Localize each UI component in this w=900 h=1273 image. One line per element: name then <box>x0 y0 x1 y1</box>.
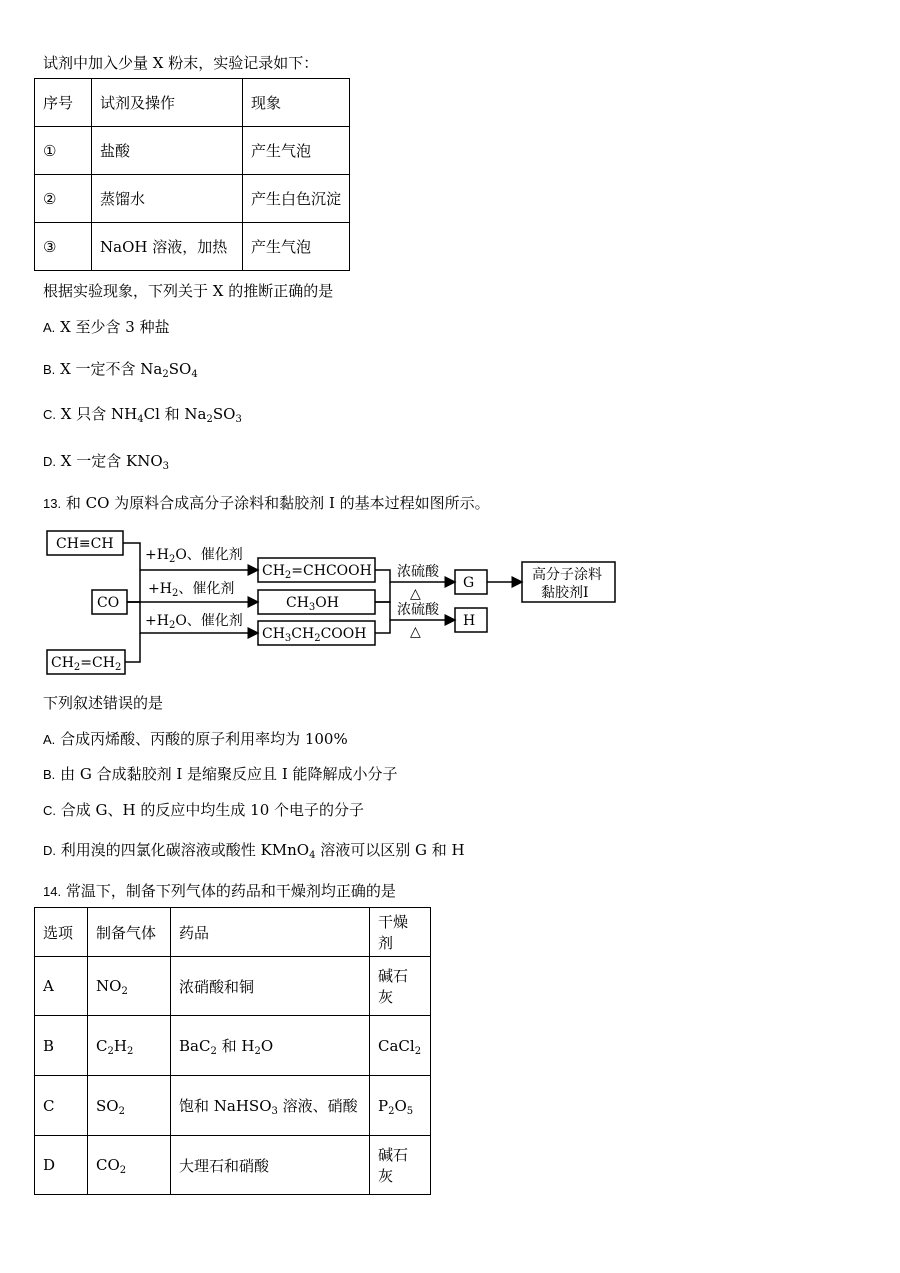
option-text: 溶液可以区别 G 和 H <box>315 841 465 859</box>
question-text: 常温下，制备下列气体的药品和干燥剂均正确的是 <box>65 882 396 900</box>
row-gas: $SO_2$ <box>88 1076 171 1136</box>
option-letter: A. <box>43 732 56 747</box>
row-option: D <box>35 1136 88 1195</box>
co-label: CO <box>97 595 120 611</box>
condition-label: $+H_2O$、催化剂 <box>145 613 243 631</box>
option-text: X 一定含 <box>60 452 126 470</box>
reagent-label: 浓硫酸 <box>397 564 439 580</box>
acrylic-acid-label: $CH_2=CHCOOH$ <box>262 563 372 581</box>
header-dryer: 干燥剂 <box>370 908 431 957</box>
option-text: X 至少含 3 种盐 <box>60 318 170 336</box>
header-op: 试剂及操作 <box>92 79 243 127</box>
option-text: 和 <box>159 405 185 423</box>
condition-label: $+H_2O$、催化剂 <box>145 547 243 565</box>
q13-option-d <box>43 839 465 860</box>
formula: KMnO$_4$ <box>260 841 316 861</box>
option-text: 利用溴的四氯化碳溶液或酸性 <box>60 841 261 859</box>
option-letter: D. <box>43 843 56 858</box>
option-text: X 只含 <box>60 405 111 423</box>
row-drug: 浓硝酸和铜 <box>171 957 370 1016</box>
h-label: H <box>463 613 476 629</box>
row-op: 蒸馏水 <box>92 175 243 223</box>
row-phen: 产生气泡 <box>243 127 350 175</box>
row-gas: $C_2H_2$ <box>88 1016 171 1076</box>
option-text: 由 G 合成黏胶剂 I 是缩聚反应且 I 能降解成小分子 <box>60 765 398 783</box>
option-letter: B. <box>43 767 56 782</box>
row-op: NaOH 溶液，加热 <box>92 223 243 271</box>
row-phen: 产生气泡 <box>243 223 350 271</box>
q14-table <box>34 907 431 1195</box>
q14-stem <box>43 880 396 901</box>
question-text: 和 CO 为原料合成高分子涂料和黏胶剂 I 的基本过程如图所示。 <box>65 494 490 512</box>
g-label: G <box>463 575 475 591</box>
row-drug: BaC$_2$ 和 $H_2O$ <box>171 1016 370 1076</box>
option-letter: B. <box>43 362 56 377</box>
table-row <box>35 1016 431 1076</box>
option-text: X 一定不含 <box>60 360 141 378</box>
final-product-label: 黏胶剂I <box>541 585 589 601</box>
q13-option-c <box>43 799 364 820</box>
row-dryer: CaCl$_2$ <box>370 1016 431 1076</box>
table-row <box>35 1076 431 1136</box>
heat-symbol: △ <box>410 586 421 602</box>
row-phen: 产生白色沉淀 <box>243 175 350 223</box>
row-option: B <box>35 1016 88 1076</box>
intro-line: 试剂中加入少量 X 粉末，实验记录如下： <box>43 54 319 72</box>
q13-substem: 下列叙述错误的是 <box>43 694 164 712</box>
option-letter: D. <box>43 454 56 469</box>
option-letter: A. <box>43 320 56 335</box>
table-row <box>35 1136 431 1195</box>
methanol-label: $CH_3OH$ <box>286 595 339 613</box>
row-no: ① <box>35 127 92 175</box>
question-number: 13. <box>43 496 62 511</box>
heat-symbol: △ <box>410 624 421 640</box>
row-dryer: 碱石灰 <box>370 1136 431 1195</box>
option-letter: C. <box>43 407 56 422</box>
row-no: ③ <box>35 223 92 271</box>
option-letter: C. <box>43 803 56 818</box>
header-option: 选项 <box>35 908 88 957</box>
reagent-label: 浓硫酸 <box>397 602 439 618</box>
formula: $Na_2SO_3$ <box>184 405 242 425</box>
row-gas: $CO_2$ <box>88 1136 171 1195</box>
final-product-label: 高分子涂料 <box>532 567 602 583</box>
condition-label: $+H_2$、催化剂 <box>148 581 235 599</box>
formula: $Na_2SO_4$ <box>140 360 198 380</box>
row-option: A <box>35 957 88 1016</box>
row-dryer: 碱石灰 <box>370 957 431 1016</box>
q12-stem: 根据实验现象，下列关于 X 的推断正确的是 <box>43 282 334 300</box>
formula: $KNO_3$ <box>126 452 170 472</box>
formula: $NH_4Cl$ <box>111 405 160 425</box>
propanoic-acid-label: $CH_3CH_2COOH$ <box>262 626 367 644</box>
row-no: ② <box>35 175 92 223</box>
row-drug: 饱和 NaHSO$_3$ 溶液、硝酸 <box>171 1076 370 1136</box>
row-gas: $NO_2$ <box>88 957 171 1016</box>
question-number: 14. <box>43 884 62 899</box>
acetylene-label: CH≡CH <box>56 536 114 552</box>
ethylene-label: $CH_2=CH_2$ <box>51 655 122 673</box>
header-phen: 现象 <box>243 79 350 127</box>
table-row <box>35 957 431 1016</box>
q13-option-a <box>43 728 348 749</box>
q13-option-b <box>43 763 398 784</box>
header-gas: 制备气体 <box>88 908 171 957</box>
option-text: 合成 G、H 的反应中均生成 10 个电子的分子 <box>60 801 365 819</box>
header-no: 序号 <box>35 79 92 127</box>
row-option: C <box>35 1076 88 1136</box>
row-dryer: $P_2O_5$ <box>370 1076 431 1136</box>
row-drug: 大理石和硝酸 <box>171 1136 370 1195</box>
header-drug: 药品 <box>171 908 370 957</box>
row-op: 盐酸 <box>92 127 243 175</box>
option-text: 合成丙烯酸、丙酸的原子利用率均为 100% <box>60 730 348 748</box>
